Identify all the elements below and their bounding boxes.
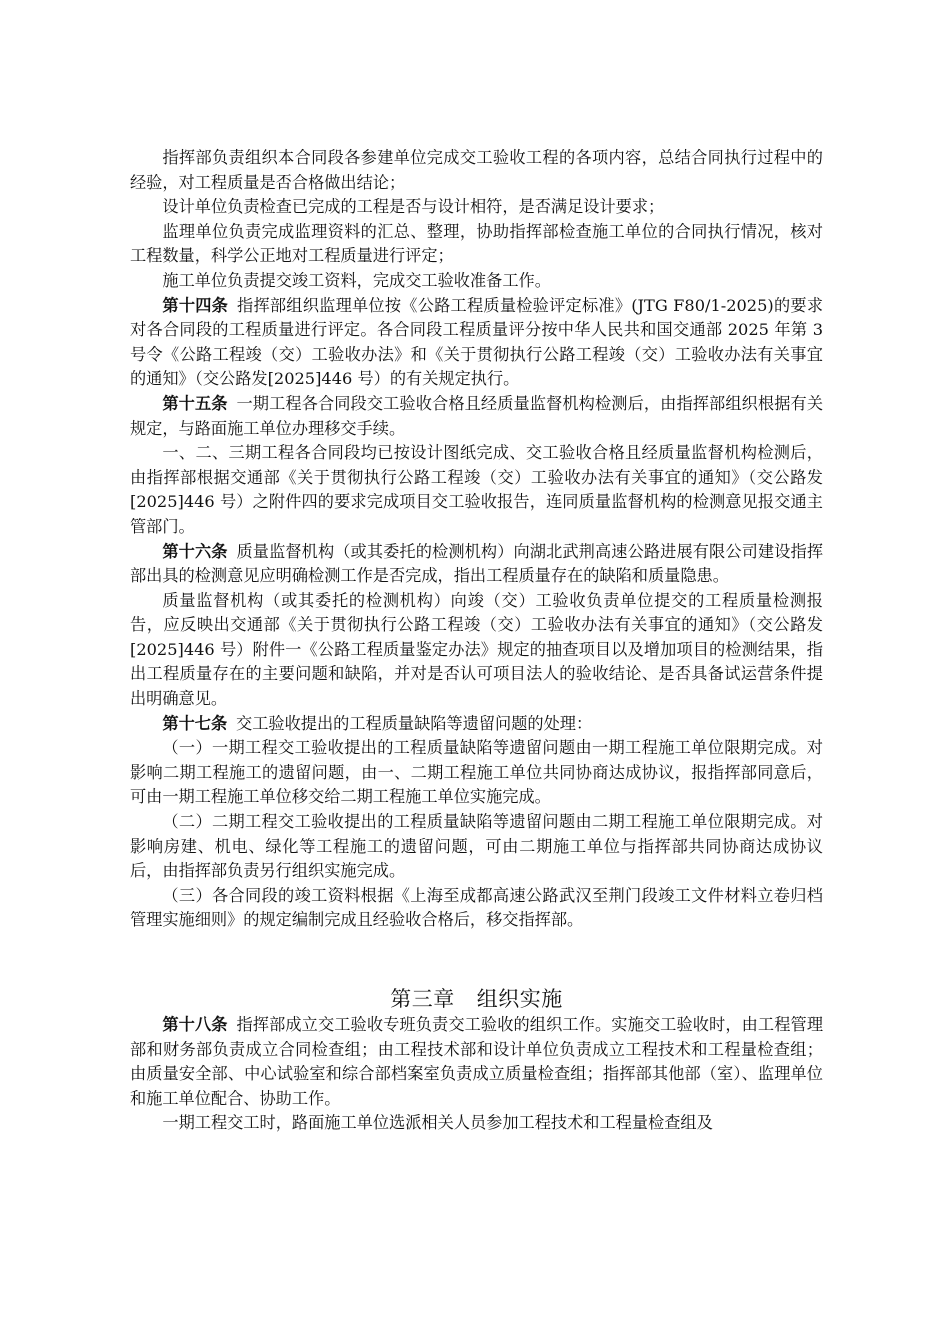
article-15-text: 一期工程各合同段交工验收合格且经质量监督机构检测后，由指挥部组织根据有关规定，与路面施工单位办理移交手续。 xyxy=(130,393,824,438)
paragraph-construction-responsibility: 施工单位负责提交竣工资料，完成交工验收准备工作。 xyxy=(162,270,551,290)
article-18-text: 指挥部成立交工验收专班负责交工验收的组织工作。实施交工验收时，由工程管理部和财务部负责成立合同检查组；由工程技术部和设计单位负责成立工程技术和工程量检查组；由质量安全部、中心试验室和综合部档案室负责成立质量检查组；指挥部其他部（室）、监理单位和施工单位配合、协助工作。 xyxy=(130,1015,824,1108)
document-page xyxy=(130,146,823,1136)
chapter-title: 组织实施 xyxy=(476,987,563,1011)
article-14 xyxy=(130,294,823,392)
article-18-label: 第十八条 xyxy=(162,1015,228,1034)
article-15-label: 第十五条 xyxy=(162,393,228,413)
article-16-paragraph-2: 质量监督机构（或其委托的检测机构）向竣（交）工验收负责单位提交的工程质量检测报告，应反映出交通部《关于贯彻执行公路工程竣（交）工验收办法有关事宜的通知》（交公路发[2025]446 号）附件一《公路工程质量鉴定办法》规定的抽查项目以及增加项目的检测结果，指出工程质量存在的主要问题和缺陷，并对是否认可项目法人的验收结论、是否具备试运营条件提出明确意见。 xyxy=(130,590,823,709)
paragraph-command-responsibility: 指挥部负责组织本合同段各参建单位完成交工验收工程的各项内容，总结合同执行过程中的经验，对工程质量是否合格做出结论； xyxy=(130,148,823,192)
article-16-text: 质量监督机构（或其委托的检测机构）向湖北武荆高速公路进展有限公司建设指挥部出具的检测意见应明确检测工作是否完成，指出工程质量存在的缺陷和质量隐患。 xyxy=(130,541,824,586)
chapter-number: 第三章 xyxy=(390,987,455,1011)
article-17 xyxy=(130,712,823,737)
chapter-heading xyxy=(130,985,823,1013)
article-16 xyxy=(130,540,823,589)
article-18 xyxy=(130,1013,823,1111)
article-15-paragraph-2: 一、二、三期工程各合同段均已按设计图纸完成、交工验收合格且经质量监督机构检测后，由指挥部根据交通部《关于贯彻执行公路工程竣（交）工验收办法有关事宜的通知》（交公路发[2025]446 号）之附件四的要求完成项目交工验收报告，连同质量监督机构的检测意见报交通主管部门。 xyxy=(130,443,823,536)
article-16-label: 第十六条 xyxy=(162,541,228,561)
article-14-text: 指挥部组织监理单位按《公路工程质量检验评定标准》(JTG F80/1-2025)的要求对各合同段的工程质量进行评定。各合同段工程质量评分按中华人民共和国交通部 2025 年第 3 号令《公路工程竣（交）工验收办法》和《关于贯彻执行公路工程竣（交）工验收办法有关事宜的通知》（交公路发[2025]446 号）的有关规定执行。 xyxy=(130,295,824,389)
article-17-item-1: （一）一期工程交工验收提出的工程质量缺陷等遗留问题由一期工程施工单位限期完成。对影响二期工程施工的遗留问题，由一、二期工程施工单位共同协商达成协议，报指挥部同意后，可由一期工程施工单位移交给二期工程施工单位实施完成。 xyxy=(130,738,823,807)
article-17-item-2: （二）二期工程交工验收提出的工程质量缺陷等遗留问题由二期工程施工单位限期完成。对影响房建、机电、绿化等工程施工的遗留问题，可由二期施工单位与指挥部共同协商达成协议后，由指挥部负责另行组织实施完成。 xyxy=(130,812,823,881)
article-14-label: 第十四条 xyxy=(162,295,229,315)
article-15 xyxy=(130,392,823,441)
article-18-paragraph-2: 一期工程交工时，路面施工单位选派相关人员参加工程技术和工程量检查组及 xyxy=(162,1113,713,1133)
article-17-item-3: （三）各合同段的竣工资料根据《上海至成都高速公路武汉至荆门段竣工文件材料立卷归档管理实施细则》的规定编制完成且经验收合格后，移交指挥部。 xyxy=(130,885,823,930)
paragraph-supervision-responsibility: 监理单位负责完成监理资料的汇总、整理，协助指挥部检查施工单位的合同执行情况，核对工程数量，科学公正地对工程质量进行评定； xyxy=(130,221,823,266)
section-spacer xyxy=(130,933,823,985)
paragraph-design-responsibility: 设计单位负责检查已完成的工程是否与设计相符，是否满足设计要求； xyxy=(162,197,665,217)
article-17-text: 交工验收提出的工程质量缺陷等遗留问题的处理： xyxy=(236,713,593,733)
article-17-label: 第十七条 xyxy=(162,713,228,733)
